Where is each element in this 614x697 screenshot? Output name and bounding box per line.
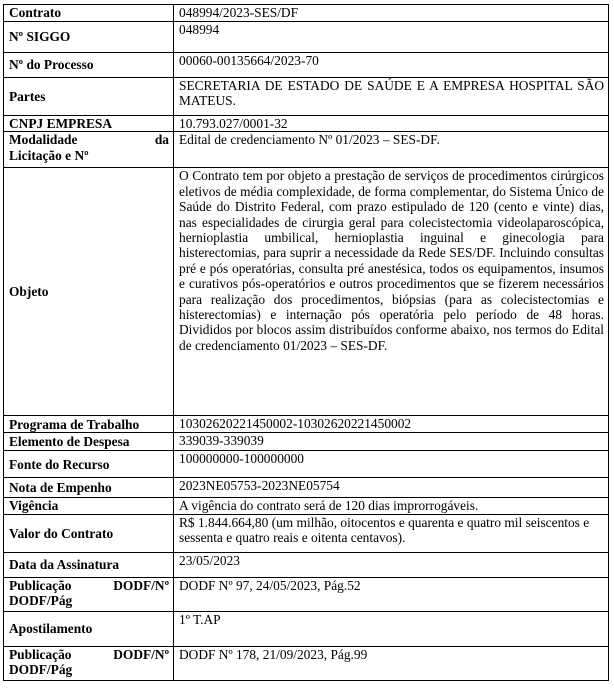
row-value: R$ 1.844.664,80 (um milhão, oitocentos e quarenta e quatro mil seiscentos e sessenta e quatro reais e oitenta centavos). [174, 514, 609, 552]
row-value: 339039-339039 [174, 433, 609, 451]
row-label: Nº SIGGO [4, 22, 174, 53]
row-value: DODF Nº 178, 21/09/2023, Pág.99 [174, 646, 609, 680]
label-line-2: DODF/Pág [9, 593, 73, 609]
row-label: Partes [4, 78, 174, 116]
row-value: Edital de credenciamento Nº 01/2023 – SES-DF. [174, 132, 609, 168]
table-row [4, 611, 609, 646]
row-label: Fonte do Recurso [4, 451, 174, 478]
row-value: 048994 [174, 22, 609, 53]
table-row [4, 132, 609, 168]
row-value: 23/05/2023 [174, 552, 609, 577]
row-value: SECRETARIA DE ESTADO DE SAÚDE E A EMPRESA HOSPITAL SÃO MATEUS. [174, 78, 609, 116]
contract-summary-table [3, 4, 609, 681]
row-label: Objeto [4, 168, 174, 416]
label-line-2: DODF/Pág [9, 662, 73, 678]
row-value: 2023NE05753-2023NE05754 [174, 478, 609, 498]
label-line-2: Licitação e Nº [9, 147, 89, 163]
row-value: DODF Nº 97, 24/05/2023, Pág.52 [174, 577, 609, 611]
row-label [4, 646, 174, 680]
row-label: Data da Assinatura [4, 552, 174, 577]
label-line-1: Modalidade da [9, 132, 169, 148]
table-row [4, 168, 609, 416]
row-value: 00060-00135664/2023-70 [174, 53, 609, 78]
table-row [4, 451, 609, 478]
table-row [4, 646, 609, 680]
table-row [4, 498, 609, 514]
row-value: 1º T.AP [174, 611, 609, 646]
table-row [4, 577, 609, 611]
table-row [4, 478, 609, 498]
table-row [4, 53, 609, 78]
table-row [4, 433, 609, 451]
row-label: Contrato [4, 5, 174, 22]
row-label: CNPJ EMPRESA [4, 116, 174, 132]
row-value: 100000000-100000000 [174, 451, 609, 478]
row-value: O Contrato tem por objeto a prestação de serviços de procedimentos cirúrgicos eletivos de média complexidade, de forma complementar, do Sistema Único de Saúde do Distrito Federal, com prazo estipulado de 120 (cento e vinte) dias, nas especialidades de cirurgia geral para colecistectomia videolaparoscópica, hernioplastia umbilical, hernioplastia inguinal e ginecologia para histerectomias, para suprir a necessidade da Rede SES/DF. Incluindo consultas pré e pós operatórias, consulta pré anestésica, todos os equipamentos, insumos e curativos pós-operatórios e outros procedimentos que se fizerem necessários para realização dos procedimentos, biópsias (para as colecistectomias e histerectomias) e internação pós operatória pelo período de 48 horas. Divididos por blocos assim distribuídos conforme abaixo, nos termos do Edital de credenciamento 01/2023 – SES-DF. [174, 168, 609, 416]
row-label: Vigência [4, 498, 174, 514]
table-row [4, 116, 609, 132]
table-row [4, 22, 609, 53]
row-value: 10.793.027/0001-32 [174, 116, 609, 132]
row-label: Valor do Contrato [4, 514, 174, 552]
row-value: A vigência do contrato será de 120 dias improrrogáveis. [174, 498, 609, 514]
table-row [4, 552, 609, 577]
row-label: Elemento de Despesa [4, 433, 174, 451]
row-label: Apostilamento [4, 611, 174, 646]
table-row [4, 78, 609, 116]
row-value: 10302620221450002-10302620221450002 [174, 416, 609, 433]
table-row [4, 514, 609, 552]
row-label [4, 132, 174, 168]
row-label [4, 577, 174, 611]
row-value: 048994/2023-SES/DF [174, 5, 609, 22]
row-label: Nota de Empenho [4, 478, 174, 498]
label-line-1: Publicação DODF/Nº [9, 577, 169, 593]
table-row [4, 5, 609, 22]
row-label: Nº do Processo [4, 53, 174, 78]
row-label: Programa de Trabalho [4, 416, 174, 433]
label-line-1: Publicação DODF/Nº [9, 646, 169, 662]
table-row [4, 416, 609, 433]
